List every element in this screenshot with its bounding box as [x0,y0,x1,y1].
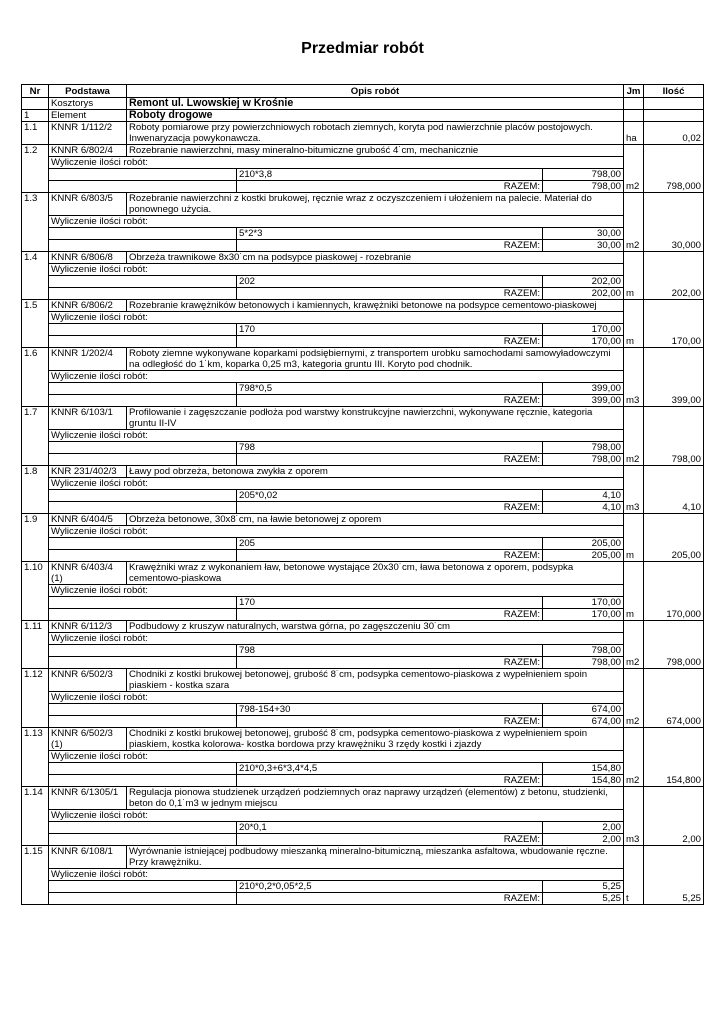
razem-row [22,240,704,252]
calc-formula-row [22,704,704,716]
calc-formula: 205 [237,538,543,550]
item-podstawa: KNNR 6/108/1 [49,846,127,869]
item-nr: 1.11 [22,621,49,669]
item-jm: m [624,609,644,621]
item-nr: 1.10 [22,562,49,621]
item-ilosc: 2,00 [644,834,704,846]
item-ilosc: 798,000 [644,657,704,669]
table-row [22,728,704,751]
calc-label: Wyliczenie ilości robót: [49,810,624,822]
item-ilosc: 4,10 [644,502,704,514]
item-opis: Wyrównanie istniejącej podbudowy mieszanką mineralno-bitumiczną, mieszanka asfaltowa, wbudowanie ręczne. Przy krawężniku. [127,846,624,869]
razem-label: RAZEM: [237,336,543,348]
razem-value: 399,00 [543,395,624,407]
item-opis: Rozebranie krawężników betonowych i kamiennych, krawężniki betonowe na podsypce cementowo-piaskowej [127,300,624,312]
calc-label: Wyliczenie ilości robót: [49,692,624,704]
table-row [22,466,704,478]
razem-label: RAZEM: [237,181,543,193]
item-opis: Obrzeża trawnikowe 8x30˙cm na podsypce piaskowej - rozebranie [127,252,624,264]
calc-value: 674,00 [543,704,624,716]
header-nr: Nr [22,85,49,98]
razem-value: 170,00 [543,336,624,348]
item-nr: 1.12 [22,669,49,728]
item-opis: Rozebranie nawierzchni, masy mineralno-bitumiczne grubość 4˙cm, mechanicznie [127,145,624,157]
razem-row [22,181,704,193]
item-nr: 1.13 [22,728,49,787]
calc-formula: 210*0,2*0,05*2,5 [237,881,543,893]
razem-value: 674,00 [543,716,624,728]
item-jm: m [624,550,644,562]
item-ilosc: 399,00 [644,395,704,407]
calc-formula: 798 [237,645,543,657]
item-podstawa: KNNR 1/202/4 [49,348,127,371]
table-row [22,787,704,810]
razem-label: RAZEM: [237,657,543,669]
calc-formula-row [22,442,704,454]
calc-label-row [22,430,704,442]
item-podstawa: KNNR 6/1305/1 [49,787,127,810]
header-jm: Jm [624,85,644,98]
item-ilosc: 798,000 [644,181,704,193]
calc-formula: 210*0,3+6*3,4*4,5 [237,763,543,775]
item-podstawa: KNNR 6/502/3 [49,669,127,692]
element-nr: 1 [22,110,49,122]
calc-label-row [22,810,704,822]
item-nr: 1.9 [22,514,49,562]
table-row [22,348,704,371]
item-ilosc: 202,00 [644,288,704,300]
header-podstawa: Podstawa [49,85,127,98]
kosztorys-row [22,98,704,110]
calc-value: 30,00 [543,228,624,240]
item-jm: m3 [624,502,644,514]
razem-row [22,550,704,562]
item-nr: 1.1 [22,122,49,145]
item-podstawa: KNNR 6/806/2 [49,300,127,312]
calc-label-row [22,216,704,228]
kosztorys-name: Remont ul. Lwowskiej w Krośnie [127,98,624,110]
page-title: Przedmiar robót [301,40,424,57]
razem-label: RAZEM: [237,502,543,514]
calc-formula-row [22,597,704,609]
item-podstawa: KNNR 6/112/3 [49,621,127,633]
item-nr: 1.6 [22,348,49,407]
calc-label-row [22,264,704,276]
item-nr: 1.15 [22,846,49,905]
calc-label: Wyliczenie ilości robót: [49,430,624,442]
calc-formula-row [22,383,704,395]
item-ilosc: 170,00 [644,336,704,348]
razem-value: 5,25 [543,893,624,905]
przedmiar-table [21,84,704,905]
item-jm: m2 [624,240,644,252]
calc-label: Wyliczenie ilości robót: [49,371,624,383]
item-ilosc: 5,25 [644,893,704,905]
calc-formula: 205*0,02 [237,490,543,502]
calc-formula: 20*0,1 [237,822,543,834]
item-podstawa: KNNR 6/502/3 (1) [49,728,127,751]
calc-label: Wyliczenie ilości robót: [49,869,624,881]
item-nr: 1.5 [22,300,49,348]
kosztorys-label: Kosztorys [49,98,127,110]
item-podstawa: KNNR 6/103/1 [49,407,127,430]
calc-formula: 170 [237,597,543,609]
element-label: Element [49,110,127,122]
razem-value: 170,00 [543,609,624,621]
item-jm: m [624,288,644,300]
table-row [22,669,704,692]
item-jm: m2 [624,716,644,728]
razem-label: RAZEM: [237,893,543,905]
razem-row [22,657,704,669]
item-ilosc: 798,00 [644,454,704,466]
item-ilosc: 154,800 [644,775,704,787]
calc-formula-row [22,228,704,240]
calc-label: Wyliczenie ilości robót: [49,157,624,169]
header-ilosc: Ilość [644,85,704,98]
item-nr: 1.14 [22,787,49,846]
item-jm: ha [624,122,644,145]
item-jm: m [624,336,644,348]
calc-value: 399,00 [543,383,624,395]
razem-value: 4,10 [543,502,624,514]
item-opis: Ławy pod obrzeża, betonowa zwykła z oporem [127,466,624,478]
razem-label: RAZEM: [237,834,543,846]
item-nr: 1.7 [22,407,49,466]
calc-label: Wyliczenie ilości robót: [49,633,624,645]
item-jm: m2 [624,454,644,466]
header-opis: Opis robót [127,85,624,98]
calc-label-row [22,312,704,324]
calc-value: 205,00 [543,538,624,550]
razem-label: RAZEM: [237,454,543,466]
item-opis: Chodniki z kostki brukowej betonowej, grubość 8˙cm, podsypka cementowo-piaskowa z wypełnieniem spoin piaskiem, kostka kolorowa- kostka bordowa przy krawężniku 3 rzędy kostki i zjazdy [127,728,624,751]
item-jm: t [624,893,644,905]
razem-row [22,716,704,728]
calc-formula-row [22,763,704,775]
table-header-row [22,85,704,98]
razem-value: 202,00 [543,288,624,300]
calc-formula: 798*0,5 [237,383,543,395]
item-opis: Obrzeża betonowe, 30x8˙cm, na ławie betonowej z oporem [127,514,624,526]
razem-row [22,395,704,407]
item-ilosc: 170,000 [644,609,704,621]
calc-formula: 5*2*3 [237,228,543,240]
calc-formula-row [22,538,704,550]
calc-label: Wyliczenie ilości robót: [49,751,624,763]
razem-row [22,288,704,300]
item-podstawa: KNR 231/402/3 [49,466,127,478]
table-row [22,252,704,264]
razem-label: RAZEM: [237,288,543,300]
razem-row [22,454,704,466]
razem-value: 798,00 [543,181,624,193]
calc-formula-row [22,490,704,502]
item-ilosc: 0,02 [644,122,704,145]
table-row [22,122,704,145]
razem-label: RAZEM: [237,716,543,728]
item-ilosc: 30,000 [644,240,704,252]
table-row [22,407,704,430]
razem-row [22,775,704,787]
calc-value: 170,00 [543,324,624,336]
calc-formula: 202 [237,276,543,288]
table-row [22,193,704,216]
item-podstawa: KNNR 6/403/4 (1) [49,562,127,585]
razem-row [22,502,704,514]
item-podstawa: KNNR 6/404/5 [49,514,127,526]
item-jm: m3 [624,834,644,846]
razem-label: RAZEM: [237,395,543,407]
calc-formula-row [22,822,704,834]
item-podstawa: KNNR 6/803/5 [49,193,127,216]
item-opis: Roboty pomiarowe przy powierzchniowych robotach ziemnych, koryta pod nawierzchnie placów postojowych. Inwenaryzacja powykonawcza. [127,122,624,145]
calc-label-row [22,633,704,645]
calc-value: 170,00 [543,597,624,609]
item-jm: m3 [624,395,644,407]
calc-label-row [22,585,704,597]
calc-value: 798,00 [543,442,624,454]
item-nr: 1.2 [22,145,49,193]
calc-value: 798,00 [543,169,624,181]
razem-value: 154,80 [543,775,624,787]
item-opis: Podbudowy z kruszyw naturalnych, warstwa górna, po zagęszczeniu 30˙cm [127,621,624,633]
calc-formula-row [22,881,704,893]
calc-label: Wyliczenie ilości robót: [49,585,624,597]
calc-label-row [22,371,704,383]
item-jm: m2 [624,657,644,669]
calc-formula: 798-154+30 [237,704,543,716]
razem-value: 798,00 [543,454,624,466]
item-opis: Krawężniki wraz z wykonaniem ław, betonowe wystające 20x30˙cm, ława betonowa z oporem, podsypka cementowo-piaskowa [127,562,624,585]
razem-value: 30,00 [543,240,624,252]
razem-row [22,336,704,348]
element-row [22,110,704,122]
calc-label: Wyliczenie ilości robót: [49,478,624,490]
calc-formula-row [22,169,704,181]
element-name: Roboty drogowe [127,110,624,122]
item-ilosc: 674,000 [644,716,704,728]
calc-formula-row [22,645,704,657]
calc-label-row [22,869,704,881]
razem-value: 205,00 [543,550,624,562]
table-row [22,514,704,526]
calc-label: Wyliczenie ilości robót: [49,312,624,324]
calc-label-row [22,692,704,704]
calc-formula-row [22,276,704,288]
calc-label: Wyliczenie ilości robót: [49,264,624,276]
table-row [22,621,704,633]
item-opis: Profilowanie i zagęszczanie podłoża pod warstwy konstrukcyjne nawierzchni, wykonywane ręcznie, kategoria gruntu II-IV [127,407,624,430]
razem-value: 2,00 [543,834,624,846]
item-opis: Chodniki z kostki brukowej betonowej, grubość 8˙cm, podsypka cementowo-piaskowa z wypełnieniem spoin piaskiem - kostka szara [127,669,624,692]
razem-row [22,893,704,905]
calc-label-row [22,751,704,763]
calc-value: 154,80 [543,763,624,775]
item-nr: 1.4 [22,252,49,300]
calc-value: 202,00 [543,276,624,288]
item-jm: m2 [624,181,644,193]
calc-value: 5,25 [543,881,624,893]
razem-row [22,834,704,846]
item-nr: 1.3 [22,193,49,252]
item-podstawa: KNNR 6/806/8 [49,252,127,264]
item-opis: Regulacja pionowa studzienek urządzeń podziemnych oraz naprawy urządzeń (elementów) z betonu, studzienki, beton do 0,1˙m3 w jednym miejscu [127,787,624,810]
razem-label: RAZEM: [237,609,543,621]
item-podstawa: KNNR 6/802/4 [49,145,127,157]
calc-label: Wyliczenie ilości robót: [49,526,624,538]
razem-label: RAZEM: [237,775,543,787]
table-row [22,300,704,312]
calc-formula: 170 [237,324,543,336]
calc-formula-row [22,324,704,336]
item-ilosc: 205,00 [644,550,704,562]
razem-value: 798,00 [543,657,624,669]
calc-label-row [22,157,704,169]
table-row [22,562,704,585]
razem-label: RAZEM: [237,240,543,252]
item-opis: Rozebranie nawierzchni z kostki brukowej, ręcznie wraz z oczyszczeniem i ułożeniem na palecie. Materiał do ponownego użycia. [127,193,624,216]
calc-label: Wyliczenie ilości robót: [49,216,624,228]
calc-value: 4,10 [543,490,624,502]
item-podstawa: KNNR 1/112/2 [49,122,127,145]
table-row [22,145,704,157]
calc-label-row [22,526,704,538]
item-nr: 1.8 [22,466,49,514]
calc-value: 798,00 [543,645,624,657]
item-opis: Roboty ziemne wykonywane koparkami podsiębiernymi, z transportem urobku samochodami samowyładowczymi na odległość do 1˙km, koparka 0,25 m3, kategoria gruntu III. Koryto pod chodnik. [127,348,624,371]
razem-row [22,609,704,621]
calc-formula: 210*3,8 [237,169,543,181]
table-row [22,846,704,869]
item-jm: m2 [624,775,644,787]
calc-formula: 798 [237,442,543,454]
calc-value: 2,00 [543,822,624,834]
calc-label-row [22,478,704,490]
razem-label: RAZEM: [237,550,543,562]
